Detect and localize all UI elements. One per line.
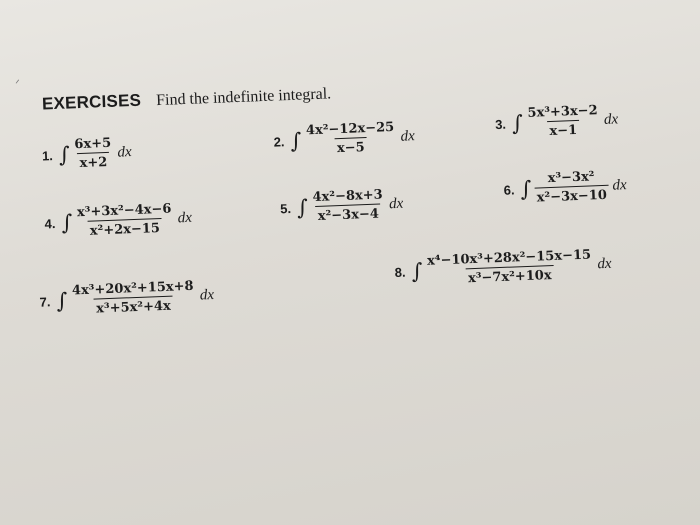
integrand-fraction <box>75 202 175 240</box>
differential: dx <box>400 127 416 145</box>
problem-number: 6. <box>503 181 515 198</box>
numerator: 4x²−8x+3 <box>312 187 383 206</box>
differential: dx <box>199 286 215 304</box>
numerator: 5x³+3x−2 <box>527 103 598 121</box>
integrand-fraction <box>310 187 385 224</box>
problem-1 <box>41 135 132 172</box>
numerator: 6x+5 <box>74 135 112 153</box>
problem-number: 8. <box>394 264 406 280</box>
integral-sign: ∫ <box>511 110 524 135</box>
integral-sign: ∫ <box>58 141 71 167</box>
problem-number: 5. <box>279 200 292 216</box>
integral-sign: ∫ <box>411 258 423 283</box>
integrand-fraction <box>70 279 197 318</box>
integral-sign: ∫ <box>296 194 309 220</box>
differential: dx <box>597 255 612 272</box>
problem-number: 4. <box>44 215 56 231</box>
problem-number: 2. <box>273 133 285 150</box>
exercises-heading <box>42 83 332 114</box>
differential: dx <box>612 176 627 194</box>
integral-sign: ∫ <box>60 209 73 235</box>
problem-4 <box>44 201 193 241</box>
differential: dx <box>177 209 193 226</box>
denominator: x+2 <box>77 152 109 171</box>
problem-8 <box>394 247 612 289</box>
denominator: x−5 <box>335 137 367 156</box>
denominator: x²+2x−15 <box>87 218 162 239</box>
numerator: 4x²−12x−25 <box>305 119 395 139</box>
integral-sign: ∫ <box>520 176 532 201</box>
problem-6 <box>503 168 627 207</box>
problem-number: 3. <box>494 116 507 132</box>
differential: dx <box>117 143 132 161</box>
instruction-text: Find the indefinite integral. <box>155 85 332 110</box>
problem-5 <box>280 187 404 226</box>
numerator: x³−3x² <box>547 169 595 187</box>
integrand-fraction <box>304 120 397 158</box>
integral-sign: ∫ <box>55 288 68 313</box>
differential: dx <box>388 195 404 212</box>
integral-sign: ∫ <box>289 128 302 153</box>
denominator: x²−3x−10 <box>534 185 609 206</box>
numerator: x⁴−10x³+28x²−15x−15 <box>426 247 592 269</box>
problem-number: 7. <box>39 293 51 310</box>
problem-2 <box>273 119 415 158</box>
corner-mark: ᐟ <box>14 77 21 91</box>
integrand-fraction <box>425 247 594 287</box>
denominator: x³−7x²+10x <box>466 265 554 286</box>
denominator: x²−3x−4 <box>315 204 381 224</box>
numerator: x³+3x²−4x−6 <box>76 201 172 221</box>
denominator: x−1 <box>547 120 579 139</box>
integrand-fraction <box>525 103 600 140</box>
problem-7 <box>39 278 215 319</box>
integrand-fraction <box>534 169 609 206</box>
numerator: 4x³+20x²+15x+8 <box>71 278 194 299</box>
differential: dx <box>603 110 619 128</box>
section-title: EXERCISES <box>41 90 142 114</box>
problem-number: 1. <box>41 147 54 163</box>
problem-3 <box>494 102 618 141</box>
integrand-fraction <box>72 136 114 172</box>
denominator: x³+5x²+4x <box>94 296 173 317</box>
